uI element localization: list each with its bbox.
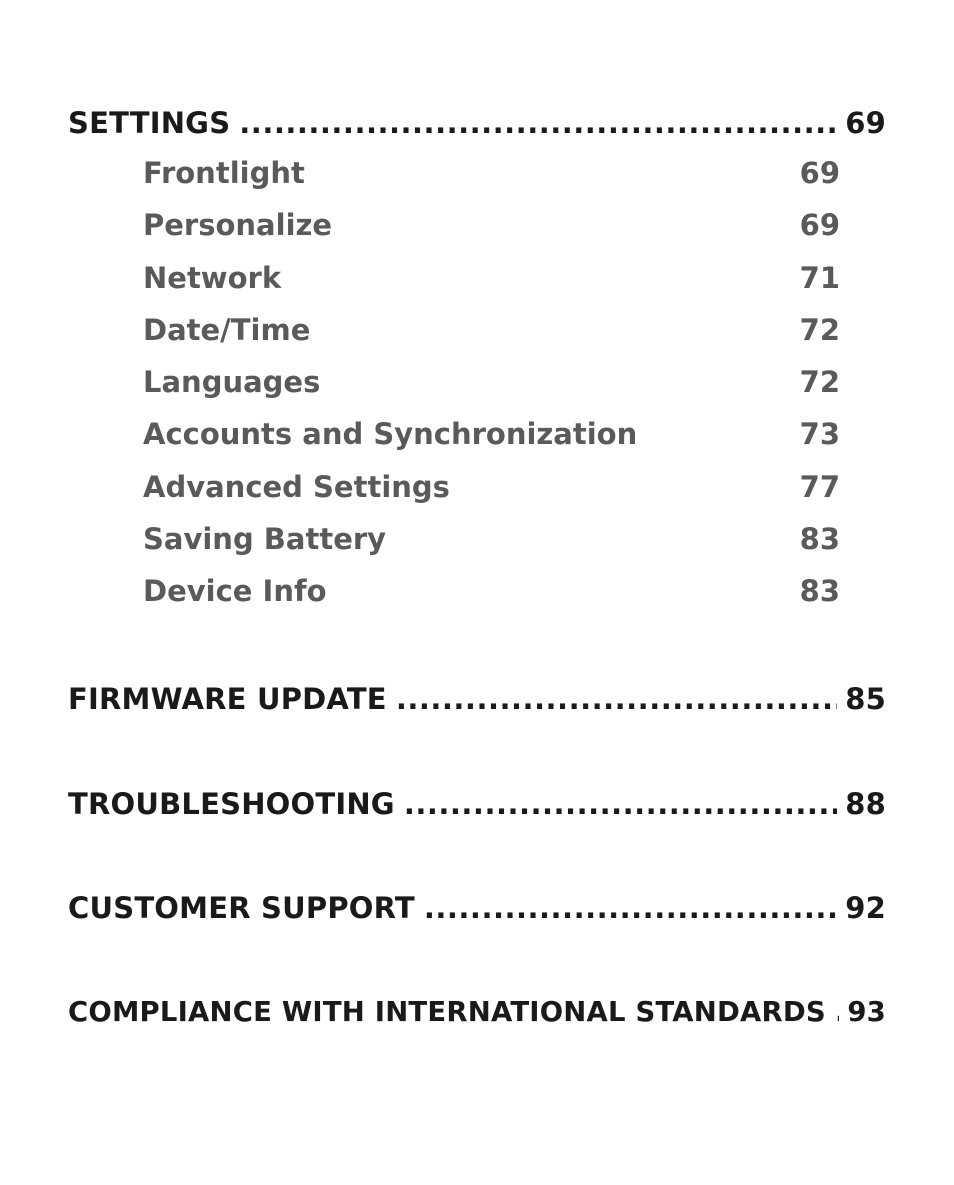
toc-subentry-network[interactable]	[143, 261, 843, 313]
toc-entry-page: 92	[845, 891, 886, 925]
toc-subentry-title: Advanced Settings	[143, 469, 450, 504]
dot-leader	[835, 996, 839, 1028]
toc-subentry-title: Network	[143, 260, 282, 295]
toc-entry-page: 93	[847, 996, 886, 1028]
toc-subentry-saving-battery[interactable]	[143, 522, 843, 574]
toc-subentry-accounts-sync[interactable]	[143, 417, 843, 469]
toc-entry-customer-support[interactable]	[68, 891, 886, 931]
toc-subentry-languages[interactable]	[143, 365, 843, 417]
toc-subentry-title: Frontlight	[143, 156, 305, 190]
toc-entry-title: TROUBLESHOOTING	[68, 787, 395, 821]
toc-subentry-page: 73	[799, 417, 840, 452]
toc-subentry-title: Languages	[143, 365, 321, 400]
dot-leader	[404, 787, 837, 821]
toc-subentry-page: 71	[799, 260, 840, 295]
toc-subentry-title: Saving Battery	[143, 522, 387, 557]
toc-subentry-title: Date/Time	[143, 312, 311, 347]
dot-leader	[396, 682, 837, 716]
toc-entry-page: 88	[845, 787, 886, 821]
toc-entry-firmware-update[interactable]	[68, 682, 886, 722]
toc-entry-settings[interactable]	[68, 106, 886, 146]
toc-entry-title: FIRMWARE UPDATE	[68, 682, 387, 716]
toc-subentry-device-info[interactable]	[143, 574, 843, 626]
toc-entry-title: CUSTOMER SUPPORT	[68, 891, 415, 925]
toc-entry-compliance[interactable]	[68, 996, 886, 1036]
toc-subentry-personalize[interactable]	[143, 208, 843, 260]
settings-subentries	[143, 156, 843, 627]
toc-subentry-title: Accounts and Synchronization	[143, 417, 638, 452]
toc-entry-page: 69	[845, 106, 886, 140]
toc-subentry-advanced-settings[interactable]	[143, 470, 843, 522]
toc-subentry-date-time[interactable]	[143, 313, 843, 365]
toc-entry-troubleshooting[interactable]	[68, 787, 886, 827]
dot-leader	[424, 891, 837, 925]
toc-entry-page: 85	[845, 682, 886, 716]
toc-subentry-page: 83	[799, 574, 840, 609]
toc-subentry-frontlight[interactable]	[143, 156, 843, 208]
toc-subentry-title: Personalize	[143, 208, 333, 243]
toc-subentry-title: Device Info	[143, 574, 327, 609]
toc-entry-title: COMPLIANCE WITH INTERNATIONAL STANDARDS	[68, 996, 826, 1028]
toc-entry-title: SETTINGS	[68, 106, 231, 140]
toc-subentry-page: 77	[799, 469, 840, 504]
toc-subentry-page: 69	[799, 208, 840, 243]
toc-subentry-page: 72	[799, 312, 840, 347]
toc-subentry-page: 83	[799, 522, 840, 557]
toc-subentry-page: 69	[799, 156, 840, 190]
dot-leader	[239, 106, 837, 140]
toc-subentry-page: 72	[799, 365, 840, 400]
